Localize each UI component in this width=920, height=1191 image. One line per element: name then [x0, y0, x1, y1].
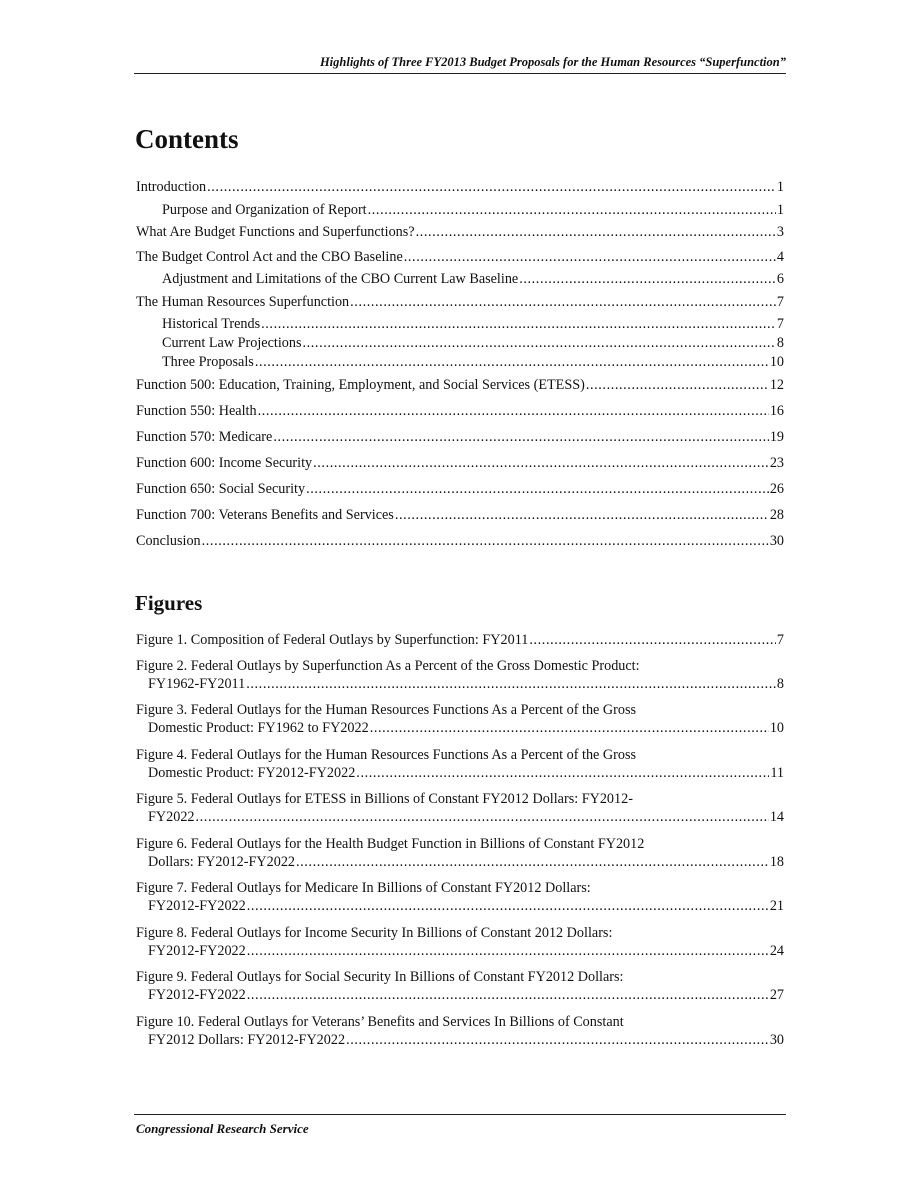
- dot-leader: [196, 808, 769, 826]
- toc-entry-page: 1: [776, 202, 784, 218]
- toc-entry-text: Three Proposals: [162, 354, 254, 370]
- figure-entry-text: Figure 5. Federal Outlays for ETESS in Billions of Constant FY2012 Dollars: FY2012-: [136, 791, 633, 807]
- figure-entry-text-cont: Domestic Product: FY1962 to FY2022: [148, 720, 369, 736]
- figure-entry-text: Figure 2. Federal Outlays by Superfunction As a Percent of the Gross Domestic Product:: [136, 658, 640, 674]
- figure-entry[interactable]: [136, 1013, 784, 1049]
- figure-entry-text-cont: FY2022: [148, 809, 195, 825]
- figure-entry-page: 27: [769, 987, 784, 1003]
- toc-entry[interactable]: [136, 293, 784, 311]
- figure-entry-page: 14: [769, 809, 784, 825]
- dot-leader: [519, 270, 776, 288]
- dot-leader: [529, 631, 776, 649]
- figure-entry-text-cont: Domestic Product: FY2012-FY2022: [148, 765, 356, 781]
- header-rule: [134, 73, 786, 74]
- dot-leader: [416, 223, 776, 241]
- dot-leader: [306, 480, 769, 498]
- toc-entry-text: Function 570: Medicare: [136, 429, 273, 445]
- toc-entry-page: 7: [776, 316, 784, 332]
- toc-entry[interactable]: [136, 376, 784, 394]
- figure-entry-page: 21: [769, 898, 784, 914]
- toc-entry-page: 7: [776, 294, 784, 310]
- toc-entry[interactable]: [136, 201, 784, 219]
- dot-leader: [356, 764, 769, 782]
- toc-entry-page: 19: [769, 429, 784, 445]
- figure-entry-text: Figure 4. Federal Outlays for the Human Resources Functions As a Percent of the Gross: [136, 747, 637, 763]
- toc-entry-text: Function 550: Health: [136, 403, 257, 419]
- toc-entry-text: Function 650: Social Security: [136, 481, 306, 497]
- toc-entry-text: Purpose and Organization of Report: [162, 202, 367, 218]
- figure-entry-page: 24: [769, 943, 784, 959]
- toc-entry-page: 30: [769, 533, 784, 549]
- toc-entry[interactable]: [136, 454, 784, 472]
- toc-entry-page: 10: [769, 354, 784, 370]
- dot-leader: [207, 178, 776, 196]
- toc-entry-text: What Are Budget Functions and Superfunctions?: [136, 224, 415, 240]
- dot-leader: [395, 506, 769, 524]
- toc-entry-text: Adjustment and Limitations of the CBO Current Law Baseline: [162, 271, 519, 287]
- figure-entry[interactable]: [136, 790, 784, 826]
- toc-entry-page: 4: [776, 249, 784, 265]
- dot-leader: [202, 532, 769, 550]
- figure-entry[interactable]: [136, 701, 784, 737]
- toc-entry-text: Conclusion: [136, 533, 201, 549]
- toc-entry[interactable]: [136, 428, 784, 446]
- figure-entry-text: Figure 3. Federal Outlays for the Human Resources Functions As a Percent of the Gross: [136, 702, 637, 718]
- toc-entry[interactable]: [136, 353, 784, 371]
- dot-leader: [261, 315, 776, 333]
- figure-entry[interactable]: [136, 631, 784, 649]
- toc-entry-page: 6: [776, 271, 784, 287]
- footer-rule: [134, 1114, 786, 1115]
- dot-leader: [302, 334, 775, 352]
- dot-leader: [404, 248, 776, 266]
- figure-entry-text-cont: FY1962-FY2011: [148, 676, 246, 692]
- toc-entry[interactable]: [136, 480, 784, 498]
- dot-leader: [586, 376, 769, 394]
- dot-leader: [346, 1031, 769, 1049]
- dot-leader: [247, 986, 769, 1004]
- figure-entry-text: Figure 8. Federal Outlays for Income Security In Billions of Constant 2012 Dollars:: [136, 925, 613, 941]
- figure-entry-text-cont: FY2012-FY2022: [148, 987, 246, 1003]
- dot-leader: [255, 353, 769, 371]
- toc-entry-text: The Human Resources Superfunction: [136, 294, 350, 310]
- figure-entry-page: 10: [769, 720, 784, 736]
- toc-entry-text: Introduction: [136, 179, 207, 195]
- dot-leader: [313, 454, 769, 472]
- figure-entry[interactable]: [136, 746, 784, 782]
- running-header-title: Highlights of Three FY2013 Budget Proposals for the Human Resources “Superfunction”: [319, 55, 786, 69]
- dot-leader: [258, 402, 769, 420]
- figure-entry-page: 30: [769, 1032, 784, 1048]
- figure-entry[interactable]: [136, 835, 784, 871]
- toc-entry-page: 23: [769, 455, 784, 471]
- figure-entry-page: 7: [776, 632, 784, 648]
- figure-entry[interactable]: [136, 968, 784, 1004]
- toc-entry[interactable]: [136, 532, 784, 550]
- figure-entry-page: 18: [769, 854, 784, 870]
- figure-entry-text-cont: FY2012-FY2022: [148, 943, 246, 959]
- toc-entry-page: 28: [769, 507, 784, 523]
- figure-entry-text: Figure 9. Federal Outlays for Social Security In Billions of Constant FY2012 Dollars:: [136, 969, 624, 985]
- toc-entry-text: Function 600: Income Security: [136, 455, 313, 471]
- figure-entry-text: Figure 10. Federal Outlays for Veterans’ Benefits and Services In Billions of Constant: [136, 1014, 624, 1030]
- figures-heading: Figures: [135, 591, 203, 615]
- toc-entry[interactable]: [136, 402, 784, 420]
- dot-leader: [350, 293, 776, 311]
- toc-entry-page: 26: [769, 481, 784, 497]
- dot-leader: [370, 719, 769, 737]
- dot-leader: [247, 942, 769, 960]
- toc-entry[interactable]: [136, 506, 784, 524]
- toc-entry-text: Function 700: Veterans Benefits and Services: [136, 507, 394, 523]
- toc-entry-page: 3: [776, 224, 784, 240]
- dot-leader: [246, 675, 776, 693]
- figure-entry-text: Figure 1. Composition of Federal Outlays by Superfunction: FY2011: [136, 632, 529, 648]
- figure-entry-text: Figure 6. Federal Outlays for the Health Budget Function in Billions of Constant FY2012: [136, 836, 645, 852]
- figure-entry[interactable]: [136, 657, 784, 693]
- dot-leader: [368, 201, 776, 219]
- toc-entry[interactable]: [136, 334, 784, 352]
- toc-entry-page: 8: [776, 335, 784, 351]
- figure-entry-text: Figure 7. Federal Outlays for Medicare In Billions of Constant FY2012 Dollars:: [136, 880, 591, 896]
- toc-entry-text: Function 500: Education, Training, Employment, and Social Services (ETESS): [136, 377, 585, 393]
- figure-entry-text-cont: FY2012-FY2022: [148, 898, 246, 914]
- toc-entry[interactable]: [136, 248, 784, 266]
- toc-entry-text: The Budget Control Act and the CBO Baseline: [136, 249, 403, 265]
- dot-leader: [273, 428, 768, 446]
- figure-entry[interactable]: [136, 879, 784, 915]
- toc-entry-text: Historical Trends: [162, 316, 261, 332]
- contents-heading: Contents: [135, 124, 239, 154]
- figure-entry-page: 8: [776, 676, 784, 692]
- toc-entry-page: 16: [769, 403, 784, 419]
- toc-entry-text: Current Law Projections: [162, 335, 302, 351]
- dot-leader: [296, 853, 769, 871]
- dot-leader: [247, 897, 769, 915]
- toc-entry[interactable]: [136, 178, 784, 196]
- figure-entry-text-cont: FY2012 Dollars: FY2012-FY2022: [148, 1032, 346, 1048]
- toc-entry[interactable]: [136, 223, 784, 241]
- figure-entry-text-cont: Dollars: FY2012-FY2022: [148, 854, 296, 870]
- figure-entry-page: 11: [770, 765, 784, 781]
- toc-entry-page: 12: [769, 377, 784, 393]
- toc-entry[interactable]: [136, 270, 784, 288]
- footer-organization: Congressional Research Service: [136, 1121, 309, 1136]
- toc-entry-page: 1: [776, 179, 784, 195]
- figure-entry[interactable]: [136, 924, 784, 960]
- toc-entry[interactable]: [136, 315, 784, 333]
